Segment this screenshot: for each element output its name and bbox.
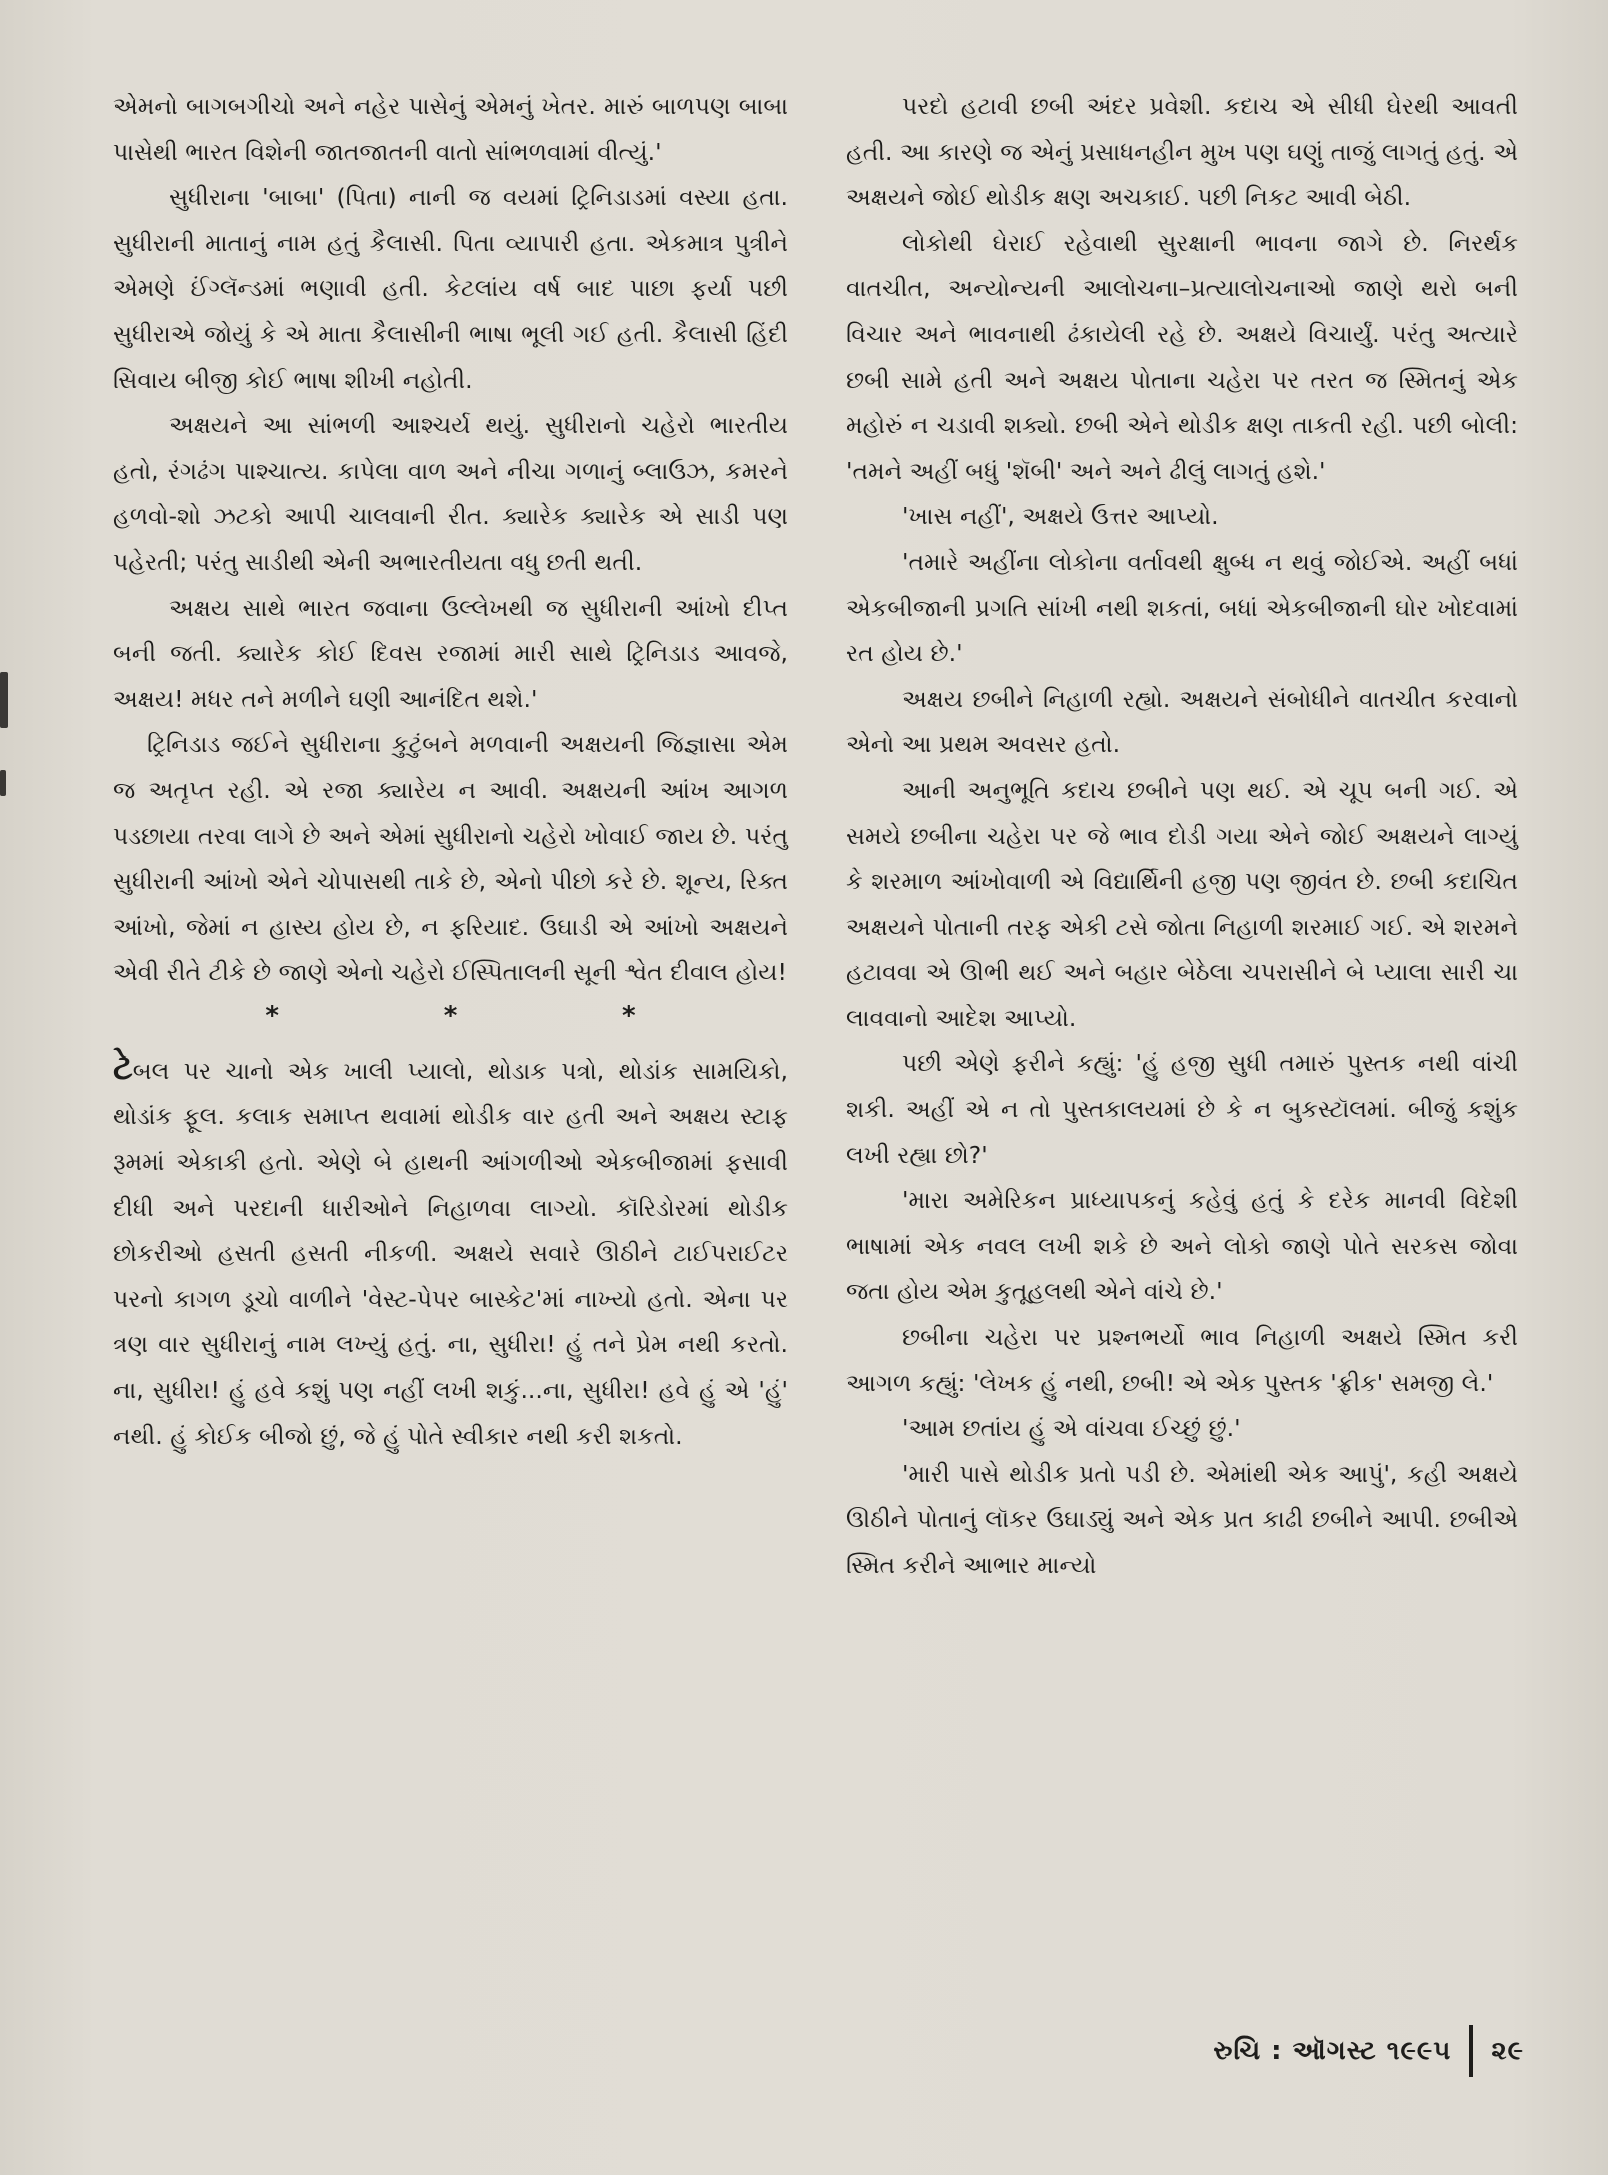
right-column bbox=[846, 84, 1518, 1589]
paragraph: આની અનુભૂતિ કદાચ છબીને પણ થઈ. એ ચૂપ બની ગઈ. એ સમયે છબીના ચહેરા પર જે ભાવ દોડી ગયા એને જોઈ અક્ષયને લાગ્યું કે શરમાળ આંખોવાળી એ વિદ્યાર્થિની હજી પણ જીવંત છે. છબી કદાચિત અક્ષયને પોતાની તરફ એકી ટસે જોતા નિહાળી શરમાઈ ગઈ. એ શરમને હટાવવા એ ઊભી થઈ અને બહાર બેઠેલા ચપરાસીને બે પ્યાલા સારી ચા લાવવાનો આદેશ આપ્યો. bbox=[846, 775, 1518, 1032]
drop-cap: ટે bbox=[113, 1047, 133, 1088]
binding-mark bbox=[0, 770, 6, 796]
paragraph-text: બલ પર ચાનો એક ખાલી પ્યાલો, થોડાક પત્રો, થોડાંક સામયિકો, થોડાંક ફૂલ. કલાક સમાપ્ત થવામાં થોડીક વાર હતી અને અક્ષય સ્ટાફ રૂમમાં એકાકી હતો. એણે બે હાથની આંગળીઓ એકબીજામાં ફસાવી દીધી અને પરદાની ધારીઓને નિહાળવા લાગ્યો. કૉરિડોરમાં થોડીક છોકરીઓ હસતી હસતી નીકળી. અક્ષયે સવારે ઊઠીને ટાઈપરાઈટર પરનો કાગળ ડૂચો વાળીને 'વેસ્ટ-પેપર બાસ્કેટ'માં નાખ્યો હતો. એના પર ત્રણ વાર સુધીરાનું નામ લખ્યું હતું. ના, સુધીરા! હું તને પ્રેમ નથી કરતો. ના, સુધીરા! હું હવે કશું પણ નહીં લખી શકું...ના, સુધીરા! હવે હું એ 'હું' નથી. હું કોઈક બીજો છું, જે હું પોતે સ્વીકાર નથી કરી શકતો. bbox=[113, 1056, 788, 1450]
paragraph: અક્ષયને આ સાંભળી આશ્ચર્ય થયું. સુધીરાનો ચહેરો ભારતીય હતો, રંગઢંગ પાશ્ચાત્ય. કાપેલા વાળ અને નીચા ગળાનું બ્લાઉઝ, કમરને હળવો-શો ઝટકો આપી ચાલવાની રીત. ક્યારેક ક્યારેક એ સાડી પણ પહેરતી; પરંતુ સાડીથી એની અભારતીયતા વધુ છતી થતી. bbox=[113, 411, 788, 576]
binding-mark bbox=[0, 672, 8, 728]
left-column bbox=[113, 84, 788, 1459]
page-number: ૨૯ bbox=[1491, 2035, 1524, 2066]
section-break bbox=[113, 996, 788, 1048]
paragraph: પછી એણે ફરીને કહ્યું: 'હું હજી સુધી તમારું પુસ્તક નથી વાંચી શકી. અહીં એ ન તો પુસ્તકાલયમાં છે કે ન બુકસ્ટૉલમાં. બીજું કશુંક લખી રહ્યા છો?' bbox=[846, 1049, 1518, 1169]
paragraph: 'મારા અમેરિકન પ્રાધ્યાપકનું કહેવું હતું કે દરેક માનવી વિદેશી ભાષામાં એક નવલ લખી શકે છે અને લોકો જાણે પોતે સરકસ જોવા જતા હોય એમ કુતૂહલથી એને વાંચે છે.' bbox=[846, 1186, 1518, 1306]
magazine-issue: રુચિ : ઑગસ્ટ ૧૯૯૫ bbox=[1213, 2035, 1452, 2066]
paragraph: છબીના ચહેરા પર પ્રશ્નભર્યો ભાવ નિહાળી અક્ષયે સ્મિત કરી આગળ કહ્યું: 'લેખક હું નથી, છબી! એ એક પુસ્તક 'ફ્રીક' સમજી લે.' bbox=[846, 1323, 1518, 1397]
paragraph: ટ્રિનિડાડ જઈને સુધીરાના કુટુંબને મળવાની અક્ષયની જિજ્ઞાસા એમ જ અતૃપ્ત રહી. એ રજા ક્યારેય ન આવી. અક્ષયની આંખ આગળ પડછાયા તરવા લાગે છે અને એમાં સુધીરાનો ચહેરો ખોવાઈ જાય છે. પરંતુ સુધીરાની આંખો એને ચોપાસથી તાકે છે, એનો પીછો કરે છે. શૂન્ય, રિક્ત આંખો, જેમાં ન હાસ્ય હોય છે, ન ફરિયાદ. ઉઘાડી એ આંખો અક્ષયને એવી રીતે ટીકે છે જાણે એનો ચહેરો ઈસ્પિતાલની સૂની શ્વેત દીવાલ હોય! bbox=[113, 730, 788, 987]
paragraph: લોકોથી ઘેરાઈ રહેવાથી સુરક્ષાની ભાવના જાગે છે. નિરર્થક વાતચીત, અન્યોન્યની આલોચના–પ્રત્યાલોચનાઓ જાણે થરો બની વિચાર અને ભાવનાથી ઢંકાયેલી રહે છે. અક્ષયે વિચાર્યું. પરંતુ અત્યારે છબી સામે હતી અને અક્ષય પોતાના ચહેરા પર તરત જ સ્મિતનું એક મહોરું ન ચડાવી શક્યો. છબી એને થોડીક ક્ષણ તાકતી રહી. પછી બોલી: 'તમને અહીં બધું 'શૅબી' અને અને ઢીલું લાગતું હશે.' bbox=[846, 228, 1518, 485]
page-footer bbox=[1213, 2026, 1524, 2076]
paragraph: સુધીરાના 'બાબા' (પિતા) નાની જ વયમાં ટ્રિનિડાડમાં વસ્યા હતા. સુધીરાની માતાનું નામ હતું કૈલાસી. પિતા વ્યાપારી હતા. એકમાત્ર પુત્રીને એમણે ઈંગ્લૅન્ડમાં ભણાવી હતી. કેટલાંય વર્ષ બાદ પાછા ફર્યા પછી સુધીરાએ જોયું કે એ માતા કૈલાસીની ભાષા ભૂલી ગઈ હતી. કૈલાસી હિંદી સિવાય બીજી કોઈ ભાષા શીખી નહોતી. bbox=[113, 183, 788, 394]
paragraph: અક્ષય સાથે ભારત જવાના ઉલ્લેખથી જ સુધીરાની આંખો દીપ્ત બની જતી. ક્યારેક કોઈ દિવસ રજામાં મારી સાથે ટ્રિનિડાડ આવજે, અક્ષય! મધર તને મળીને ઘણી આનંદિત થશે.' bbox=[113, 593, 788, 713]
section-star: * bbox=[443, 1000, 458, 1031]
section-lead-paragraph bbox=[113, 1048, 788, 1459]
section-star: * bbox=[622, 1000, 636, 1031]
paragraph: પરદો હટાવી છબી અંદર પ્રવેશી. કદાચ એ સીધી ઘેરથી આવતી હતી. આ કારણે જ એનું પ્રસાધનહીન મુખ પણ ઘણું તાજું લાગતું હતું. એ અક્ષયને જોઈ થોડીક ક્ષણ અચકાઈ. પછી નિકટ આવી બેઠી. bbox=[846, 92, 1518, 212]
paragraph: 'તમારે અહીંના લોકોના વર્તાવથી ક્ષુબ્ધ ન થવું જોઈએ. અહીં બધાં એકબીજાની પ્રગતિ સાંખી નથી શકતાં, બધાં એકબીજાની ઘોર ખોદવામાં રત હોય છે.' bbox=[846, 547, 1518, 668]
paragraph: એમનો બાગબગીચો અને નહેર પાસેનું એમનું ખેતર. મારું બાળપણ બાબા પાસેથી ભારત વિશેની જાતજાતની વાતો સાંભળવામાં વીત્યું.' bbox=[113, 92, 788, 166]
paragraph: 'ખાસ નહીં', અક્ષયે ઉત્તર આપ્યો. bbox=[902, 502, 1219, 531]
paragraph: 'આમ છતાંય હું એ વાંચવા ઈચ્છું છું.' bbox=[902, 1414, 1241, 1443]
paragraph: 'મારી પાસે થોડીક પ્રતો પડી છે. એમાંથી એક આપું', કહી અક્ષયે ઊઠીને પોતાનું લૉકર ઉઘાડ્યું અને એક પ્રત કાઢી છબીને આપી. છબીએ સ્મિત કરીને આભાર માન્યો bbox=[846, 1459, 1518, 1579]
paragraph: અક્ષય છબીને નિહાળી રહ્યો. અક્ષયને સંબોધીને વાતચીત કરવાનો એનો આ પ્રથમ અવસર હતો. bbox=[846, 684, 1518, 759]
section-star: * bbox=[265, 1000, 279, 1031]
footer-divider bbox=[1469, 2025, 1473, 2077]
